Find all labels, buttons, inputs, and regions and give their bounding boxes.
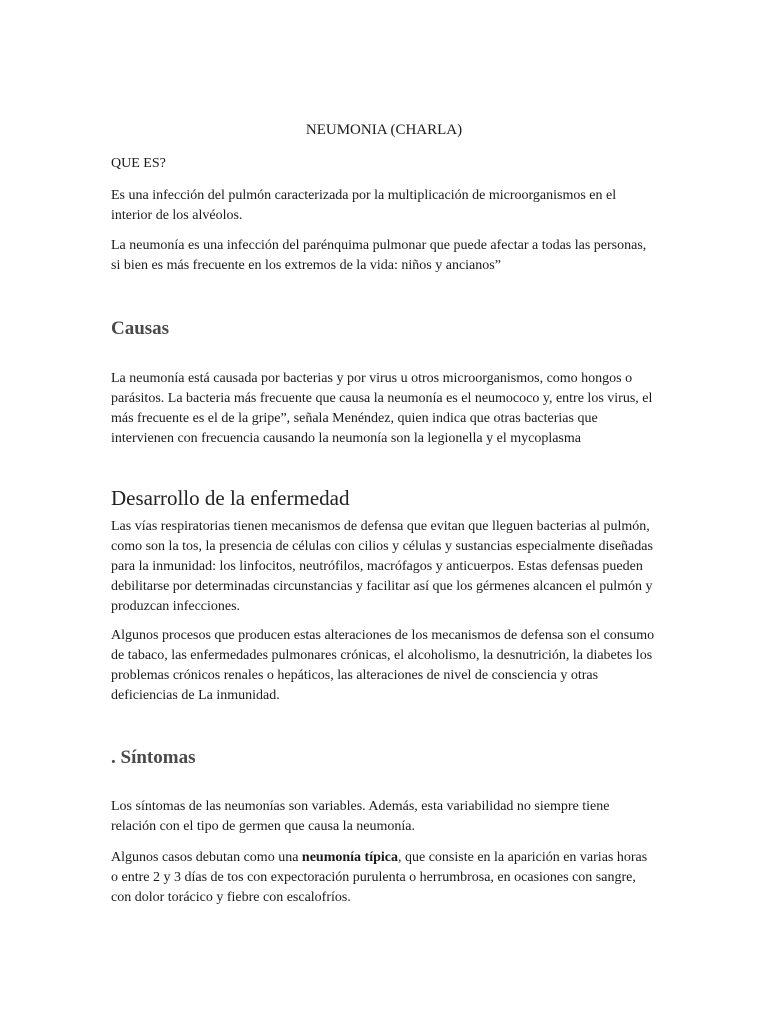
- desarrollo-paragraph-1: Las vías respiratorias tienen mecanismos de defensa que evitan que lleguen bacterias al pulmón, como son la tos, la presencia de células con cilios y células y sustancias especialmente diseñadas para la inmunidad: los linfocitos, neutrófilos, macrófagos y anticuerpos. Estas defensas pueden debilitarse por determinadas circunstancias y facilitar así que los gérmenes alcancen el pulmón y produzcan infecciones.: [111, 519, 653, 614]
- causas-paragraph: La neumonía está causada por bacterias y por virus u otros microorganismos, como hongos o parásitos. La bacteria más frecuente que causa la neumonía es el neumococo y, entre los virus, el más frecuente es el de la gripe”, señala Menéndez, quien indica que otras bacterias que intervienen con frecuencia causando la neumonía son la legionella y el mycoplasma: [111, 371, 653, 446]
- section-heading-sintomas: . Síntomas: [111, 747, 196, 768]
- sintomas-text-start: Algunos casos debutan como una: [111, 850, 302, 865]
- question-heading: QUE ES?: [111, 156, 166, 171]
- sintomas-text-end: , que consiste en la aparición en varias horas o entre 2 y 3 días de tos con expectoración purulenta o herrumbrosa, en ocasiones con sangre, con dolor torácico y fiebre con escalofríos.: [111, 850, 648, 905]
- definition-paragraph-1: Es una infección del pulmón caracterizada por la multiplicación de microorganismos en el interior de los alvéolos.: [111, 188, 617, 223]
- section-heading-desarrollo: Desarrollo de la enfermedad: [111, 486, 350, 510]
- section-heading-causas: Causas: [111, 318, 170, 339]
- sintomas-paragraph-2: [111, 848, 656, 908]
- definition-paragraph-2: La neumonía es una infección del parénquima pulmonar que puede afectar a todas las personas, si bien es más frecuente en los extremos de la vida: niños y ancianos”: [111, 238, 647, 273]
- neumonia-tipica-term: neumonía típica: [301, 850, 398, 865]
- sintomas-paragraph-1: Los síntomas de las neumonías son variables. Además, esta variabilidad no siempre tiene relación con el tipo de germen que causa la neumonía.: [111, 799, 610, 834]
- desarrollo-paragraph-2: Algunos procesos que producen estas alteraciones de los mecanismos de defensa son el consumo de tabaco, las enfermedades pulmonares crónicas, el alcoholismo, la desnutrición, la diabetes los problemas crónicos renales o hepáticos, las alteraciones de nivel de consciencia y otras deficiencias de La inmunidad.: [111, 628, 655, 703]
- document-title: NEUMONIA (CHARLA): [305, 122, 463, 138]
